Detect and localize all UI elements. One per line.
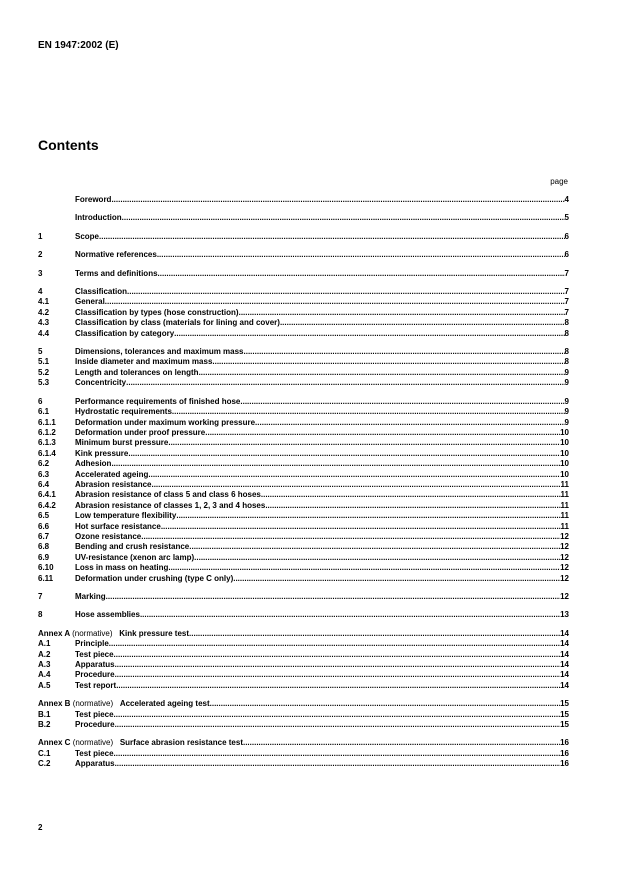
toc-section-number: A.4 [38,670,51,680]
toc-section-title: Kink pressure [75,448,129,458]
toc-section-number: 6.4.2 [38,500,56,510]
toc-leader-dots [172,407,565,417]
toc-page-number: 15 [560,709,569,719]
toc-entry[interactable] [38,368,569,378]
toc-page-number: 16 [560,748,569,758]
toc-page-number: 13 [560,610,569,620]
toc-leader-dots [174,329,564,339]
toc-section-number: C.1 [38,748,51,758]
toc-section-number: 6.11 [38,573,54,583]
toc-page-number: 4 [564,195,569,204]
toc-section-number: 6.8 [38,542,50,552]
toc-leader-dots [99,232,565,242]
toc-group [38,287,569,339]
toc-leader-dots [128,449,560,459]
toc-section-title: Apparatus [75,759,115,769]
toc-page-number: 14 [560,680,569,690]
toc-page-number: 9 [564,407,569,417]
toc-leader-dots [106,592,560,602]
toc-entry[interactable] [38,347,569,357]
toc-section-title: Abrasion resistance [75,479,152,489]
toc-page-number: 6 [564,231,569,241]
toc-leader-dots [240,397,564,407]
toc-entry[interactable] [38,720,569,730]
toc-group [38,397,569,584]
toc-page-number: 10 [560,448,569,458]
toc-leader-dots [265,501,560,511]
toc-leader-dots [157,250,565,260]
toc-section-number: 5.2 [38,367,50,377]
toc-section-title: Classification [75,287,128,297]
toc-section-title: Classification by category [75,328,175,338]
annex-qualifier: (normative) [72,699,114,709]
toc-section-number: B.1 [38,709,51,719]
toc-section-title: Classification by class (materials for lining and cover) [75,318,280,328]
toc-group [38,195,569,205]
toc-entry[interactable] [38,418,569,428]
toc-leader-dots [122,213,565,223]
toc-entry[interactable] [38,532,569,542]
toc-section-title: Accelerated ageing [75,469,149,479]
toc-page-number: 12 [560,531,569,541]
toc-group [38,610,569,620]
toc-leader-dots [158,269,565,279]
toc-section-title: Test report [75,680,117,690]
toc-section-title: Hot surface resistance [75,521,161,531]
toc-page-number: 12 [560,573,569,583]
page-number: 2 [38,823,43,832]
toc-page-number: 8 [564,328,569,338]
toc-leader-dots [176,511,560,521]
toc-section-title: Deformation under maximum working pressure [75,417,256,427]
toc-section-title: Performance requirements of finished hose [75,396,241,406]
toc-leader-dots [115,670,561,680]
toc-leader-dots [168,438,560,448]
toc-entry[interactable] [38,522,569,532]
toc-leader-dots [199,368,565,378]
toc-section-title: Procedure [75,720,115,730]
toc-entry[interactable] [38,759,569,769]
annex-title: Surface abrasion resistance test [119,738,243,748]
toc-annex-label [38,629,189,639]
toc-leader-dots [243,738,560,748]
toc-entry[interactable] [38,318,569,328]
toc-group [38,592,569,602]
toc-section-title: Test piece [75,709,114,719]
toc-section-number: 5.3 [38,378,50,388]
toc-section-title: Bending and crush resistance [75,542,190,552]
toc-section-title: Abrasion resistance of class 5 and class 6 hoses [75,490,261,500]
toc-page-number: 12 [560,592,569,601]
toc-entry[interactable] [38,297,569,307]
toc-section-title: UV-resistance (xenon arc lamp) [75,552,195,562]
toc-page-number: 6 [564,250,569,260]
toc-entry[interactable] [38,574,569,584]
toc-leader-dots [151,480,560,490]
toc-group [38,269,569,279]
toc-entry[interactable] [38,438,569,448]
toc-group [38,347,569,389]
toc-leader-dots [189,629,560,639]
toc-section-title: Loss in mass on heating [75,563,169,573]
table-of-contents [38,195,569,778]
toc-page-number: 12 [560,552,569,562]
toc-section-number: A.3 [38,660,51,670]
toc-section-title: Hose assemblies [75,610,140,620]
toc-section-number: 4.2 [38,307,50,317]
toc-section-title: Test piece [75,748,114,758]
toc-page-number: 16 [560,738,569,748]
toc-section-title: Classification by types (hose construction) [75,307,239,317]
toc-section-title: Low temperature flexibility [75,511,177,521]
toc-section-number: 6.4.1 [38,490,56,500]
toc-page-number: 12 [560,563,569,573]
toc-entry[interactable] [38,749,569,759]
toc-leader-dots [189,542,560,552]
toc-section-number: 6.1.3 [38,438,56,448]
toc-leader-dots [111,195,564,205]
toc-page-number: 11 [560,479,569,489]
toc-section-number: 3 [38,268,43,278]
toc-group [38,699,569,730]
toc-entry[interactable] [38,459,569,469]
toc-page-number: 11 [560,521,569,531]
toc-section-number: 6.1 [38,407,50,417]
toc-page-number: 7 [564,287,569,297]
annex-title: Accelerated ageing test [119,699,210,709]
toc-section-title: Test piece [75,649,114,659]
toc-section-title: Hydrostatic requirements [75,407,172,417]
toc-section-title: Abrasion resistance of classes 1, 2, 3 and 4 hoses [75,500,266,510]
toc-section-title: Inside diameter and maximum mass [75,357,213,367]
toc-section-title: Introduction [75,213,122,223]
toc-page-number: 9 [564,396,569,406]
toc-annex-label [38,738,243,748]
toc-entry[interactable] [38,563,569,573]
toc-page-number: 11 [560,511,569,521]
toc-page-number: 14 [560,639,569,649]
toc-page-number: 14 [560,670,569,680]
toc-page-number: 14 [560,649,569,659]
toc-leader-dots [148,470,560,480]
toc-entry[interactable] [38,738,569,748]
toc-entry[interactable] [38,660,569,670]
toc-leader-dots [114,749,561,759]
toc-section-number: 6.1.2 [38,427,56,437]
toc-leader-dots [126,378,564,388]
toc-leader-dots [280,318,565,328]
toc-entry[interactable] [38,553,569,563]
toc-page-number: 11 [560,490,569,500]
toc-entry[interactable] [38,629,569,639]
annex-qualifier: (normative) [72,628,113,638]
toc-leader-dots [233,574,560,584]
toc-page-number: 8 [564,318,569,328]
toc-leader-dots [105,297,565,307]
toc-page-number: 15 [560,720,569,730]
toc-section-number: 4.4 [38,328,50,338]
toc-section-title: Deformation under crushing (type C only) [75,573,234,583]
toc-section-title: Deformation under proof pressure [75,427,206,437]
toc-leader-dots [115,759,561,769]
toc-entry[interactable] [38,250,569,260]
toc-section-title: Minimum burst pressure [75,438,169,448]
toc-entry[interactable] [38,308,569,318]
toc-page-number: 10 [560,469,569,479]
toc-entry[interactable] [38,470,569,480]
toc-entry[interactable] [38,592,569,602]
toc-leader-dots [114,710,561,720]
toc-entry[interactable] [38,428,569,438]
toc-group [38,629,569,691]
toc-page-number: 10 [560,459,569,469]
toc-section-title: Adhesion [75,459,112,469]
toc-page-number: 9 [564,367,569,377]
toc-leader-dots [109,639,560,649]
toc-section-number: 8 [38,610,43,620]
annex-id: Annex A [38,628,70,638]
toc-entry[interactable] [38,213,569,223]
toc-entry[interactable] [38,501,569,511]
annex-qualifier: (normative) [72,738,114,748]
toc-group [38,738,569,769]
toc-section-number: C.2 [38,759,51,769]
toc-page-number: 7 [564,268,569,278]
toc-section-title: Ozone resistance [75,531,142,541]
toc-section-title: Normative references [75,250,157,260]
toc-section-number: B.2 [38,720,51,730]
toc-section-title: Apparatus [75,660,115,670]
toc-section-number: 6 [38,396,43,406]
toc-entry[interactable] [38,610,569,620]
toc-page-number: 8 [564,357,569,367]
toc-leader-dots [210,699,560,709]
toc-entry[interactable] [38,490,569,500]
toc-section-number: 5.1 [38,357,50,367]
toc-section-number: 6.3 [38,469,50,479]
toc-page-number: 15 [560,699,569,709]
toc-group [38,213,569,223]
toc-entry[interactable] [38,357,569,367]
toc-page-number: 8 [564,347,569,357]
toc-section-title: Terms and definitions [75,268,158,278]
toc-leader-dots [212,357,564,367]
toc-section-number: A.5 [38,680,51,690]
toc-page-number: 16 [560,759,569,769]
toc-page-number: 10 [560,427,569,437]
toc-leader-dots [168,563,560,573]
toc-section-title: Marking [75,592,106,601]
toc-page-number: 9 [564,378,569,388]
toc-entry[interactable] [38,232,569,242]
toc-page-number: 11 [560,500,569,510]
toc-group [38,232,569,242]
toc-page-number: 5 [564,213,569,223]
toc-entry[interactable] [38,449,569,459]
toc-leader-dots [205,428,560,438]
toc-section-number: 4.3 [38,318,50,328]
toc-leader-dots [127,287,565,297]
page-title: Contents [38,137,99,153]
toc-entry[interactable] [38,699,569,709]
toc-section-number: 2 [38,250,43,260]
toc-annex-label [38,699,210,709]
toc-leader-dots [239,308,565,318]
toc-section-number: A.1 [38,639,51,649]
toc-section-number: 6.1.4 [38,448,56,458]
toc-page-number: 12 [560,542,569,552]
toc-leader-dots [244,347,565,357]
toc-leader-dots [140,610,560,620]
document-header: EN 1947:2002 (E) [38,40,119,51]
toc-page-number: 7 [564,297,569,307]
toc-section-number: 6.5 [38,511,50,521]
toc-section-title: Scope [75,231,100,241]
annex-id: Annex C [38,738,71,748]
toc-section-number: 6.9 [38,552,50,562]
toc-leader-dots [141,532,560,542]
toc-leader-dots [114,650,561,660]
toc-section-number: 5 [38,347,43,357]
toc-leader-dots [194,553,560,563]
toc-leader-dots [115,720,561,730]
toc-section-title: Dimensions, tolerances and maximum mass [75,347,244,357]
toc-section-title: Foreword [75,195,112,204]
toc-entry[interactable] [38,670,569,680]
toc-leader-dots [116,681,560,691]
toc-page-number: 14 [560,628,569,638]
toc-page-number: 10 [560,438,569,448]
toc-entry[interactable] [38,681,569,691]
toc-entry[interactable] [38,397,569,407]
toc-section-title: Concentricity [75,378,127,388]
toc-entry[interactable] [38,480,569,490]
toc-section-number: 6.10 [38,563,54,573]
toc-section-number: 6.6 [38,521,50,531]
toc-section-number: 4 [38,287,43,297]
toc-section-number: 1 [38,231,43,241]
toc-section-number: A.2 [38,649,51,659]
toc-leader-dots [255,418,565,428]
toc-leader-dots [161,522,561,532]
toc-section-title: General [75,297,105,307]
toc-leader-dots [261,490,561,500]
toc-section-number: 6.1.1 [38,417,56,427]
toc-entry[interactable] [38,269,569,279]
toc-section-title: Length and tolerances on length [75,367,199,377]
toc-section-number: 6.7 [38,531,50,541]
toc-entry[interactable] [38,195,569,205]
toc-page-number: 9 [564,417,569,427]
toc-group [38,250,569,260]
toc-section-number: 6.2 [38,459,50,469]
toc-section-title: Procedure [75,670,115,680]
toc-entry[interactable] [38,378,569,388]
toc-page-number: 7 [564,307,569,317]
toc-section-number: 4.1 [38,297,50,307]
toc-entry[interactable] [38,511,569,521]
toc-entry[interactable] [38,329,569,339]
toc-entry[interactable] [38,710,569,720]
page-column-label: page [550,177,568,186]
toc-entry[interactable] [38,407,569,417]
toc-section-title: Principle [75,639,109,649]
toc-entry[interactable] [38,650,569,660]
toc-entry[interactable] [38,287,569,297]
toc-entry[interactable] [38,639,569,649]
annex-id: Annex B [38,699,71,709]
toc-leader-dots [115,660,561,670]
toc-section-number: 7 [38,592,43,601]
toc-entry[interactable] [38,542,569,552]
toc-leader-dots [111,459,560,469]
toc-section-number: 6.4 [38,479,50,489]
annex-title: Kink pressure test [119,628,190,638]
toc-page-number: 14 [560,660,569,670]
